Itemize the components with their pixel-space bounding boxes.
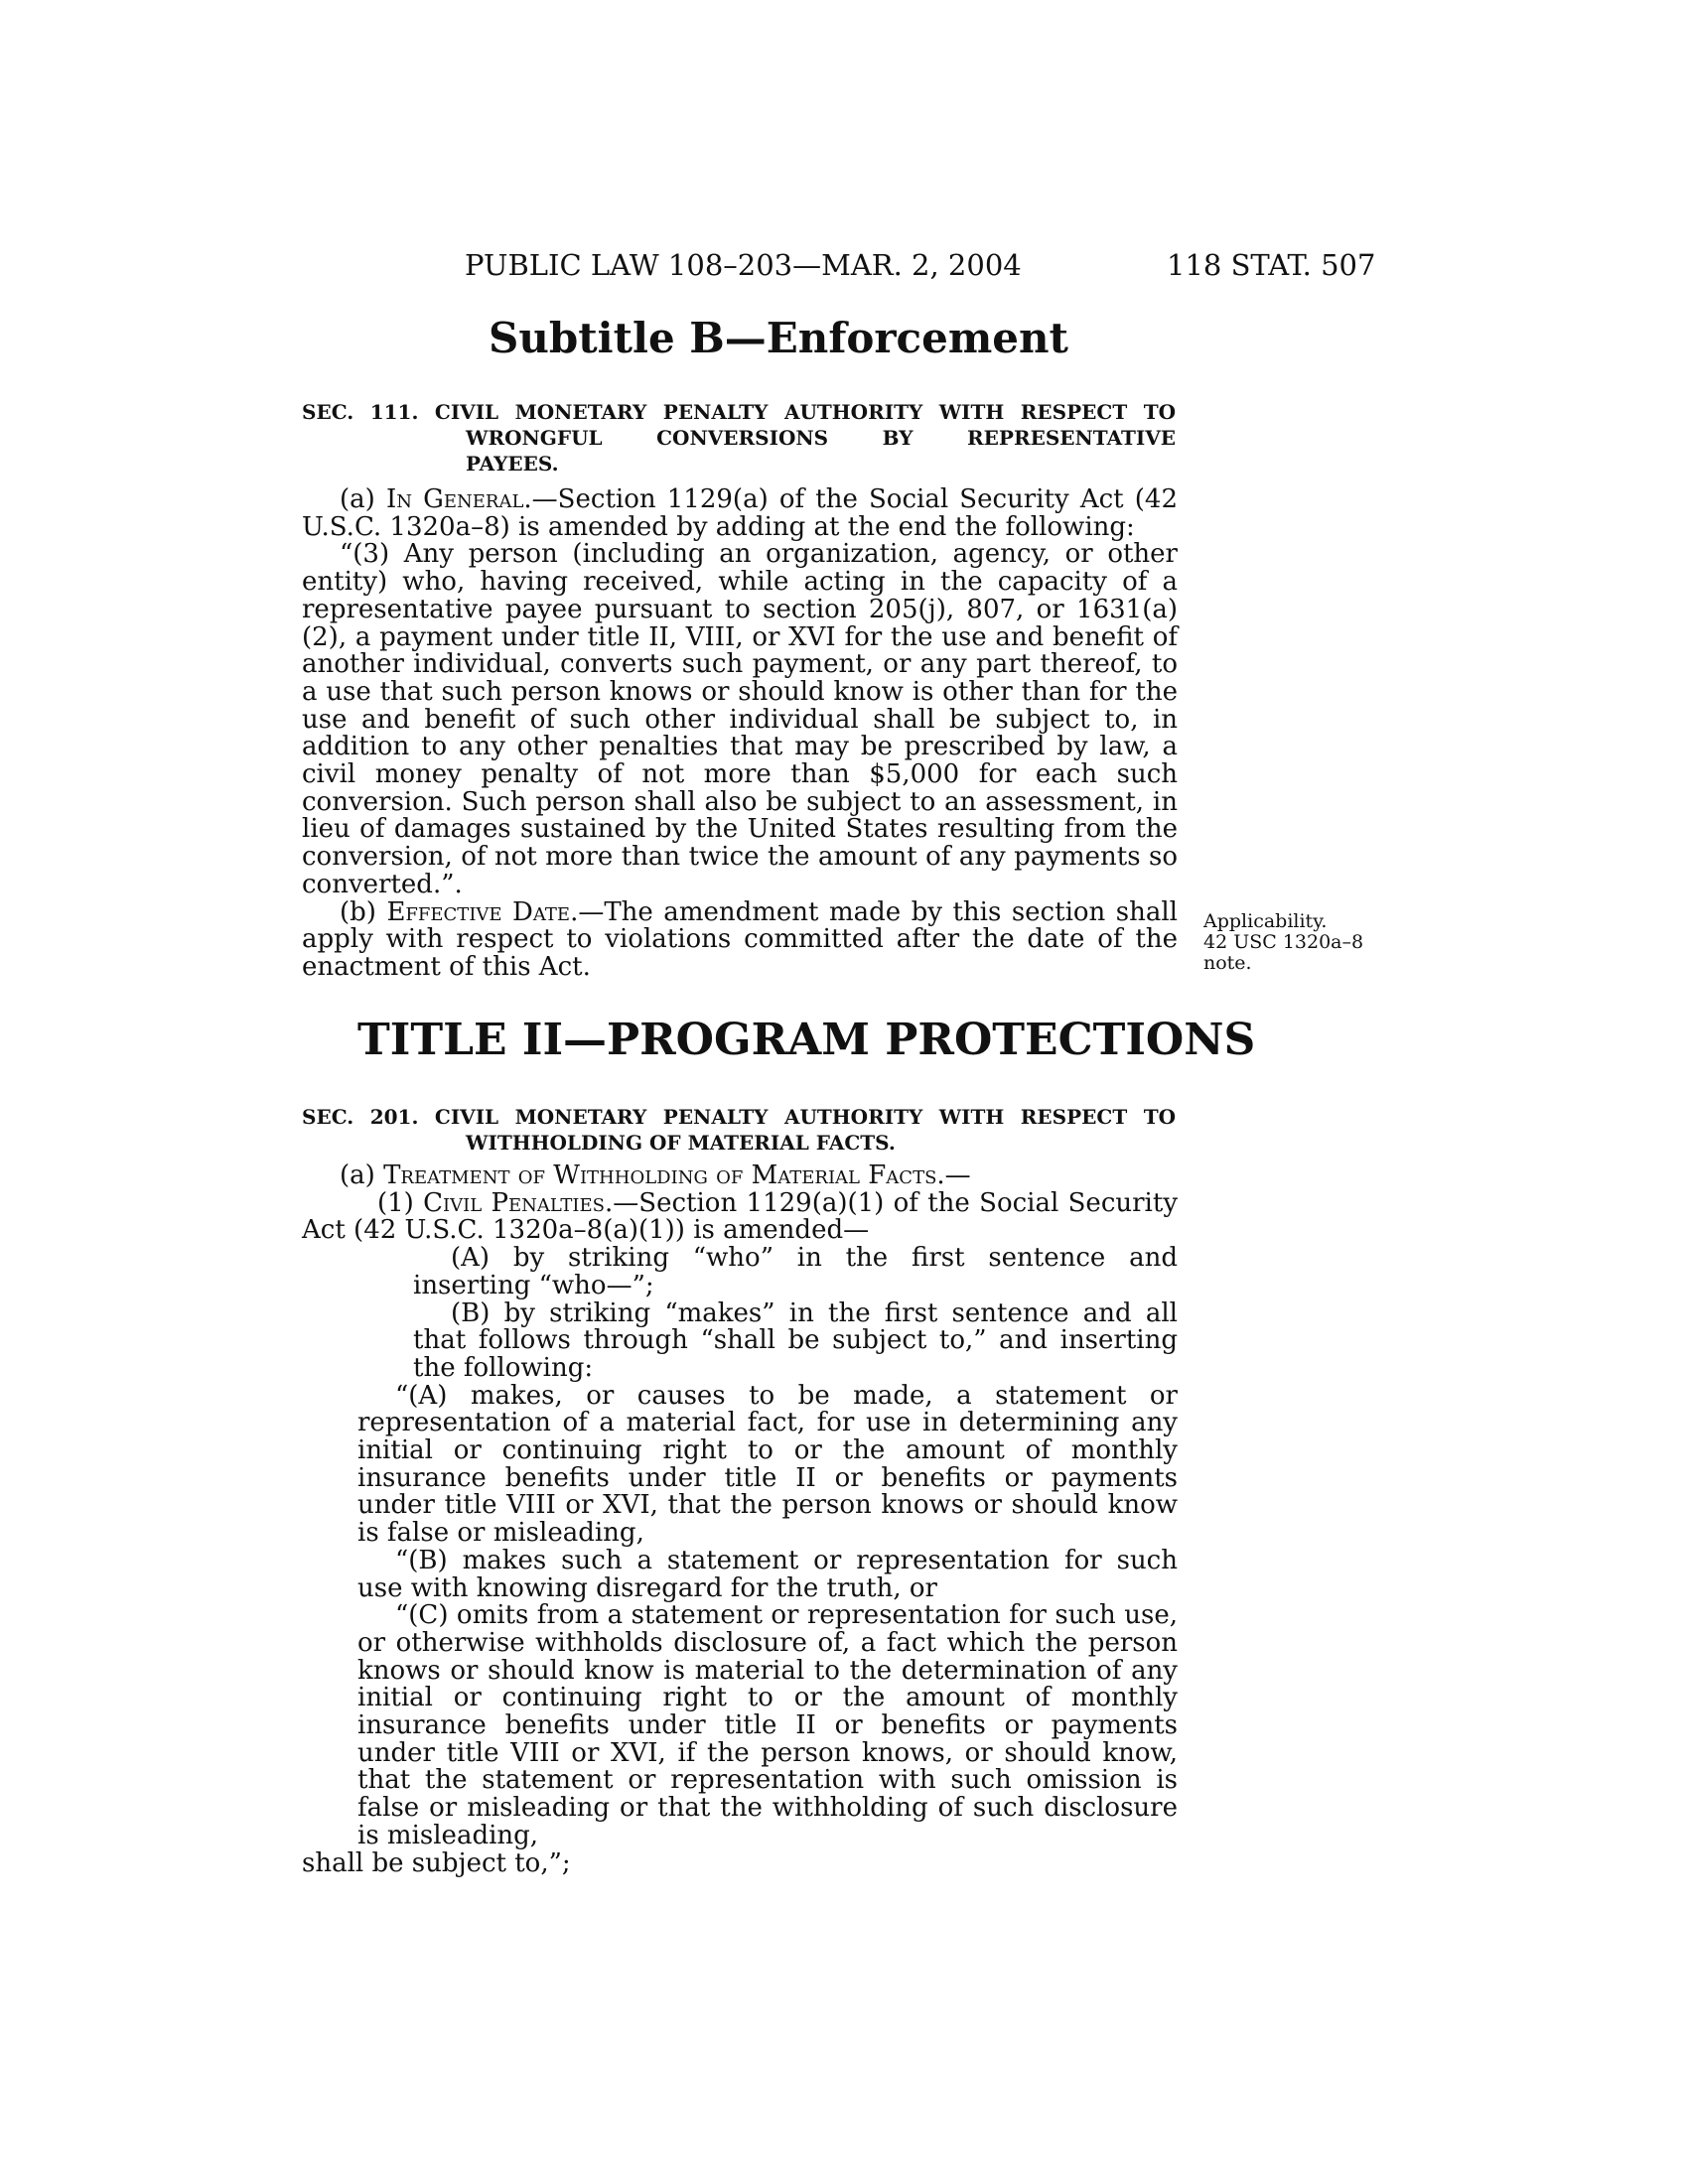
sec-201-a-caption: Treatment of Withholding of Material Facts: [383, 1160, 937, 1190]
sec-201-p1-label: (1): [377, 1187, 424, 1218]
sec-111-a-text: .—Section 1129(a) of the Social Security Act (42 U.S.C. 1320a–8) is amended by adding at the end the following:: [302, 484, 1178, 542]
statute-page-number: 118 STAT. 507: [1167, 248, 1376, 282]
sec-111-heading-line3: PAYEES.: [466, 452, 559, 476]
sec-201-subsection-a: [302, 1162, 1178, 1190]
sec-201-a-label: (a): [340, 1160, 384, 1190]
sec-201-body: [302, 1162, 1178, 1877]
sec-111-a-caption: In General: [385, 484, 524, 514]
title-ii-heading: TITLE II—PROGRAM PROTECTIONS: [357, 1015, 1256, 1065]
sec-201-heading: [302, 1104, 1176, 1156]
sec-201-heading-line1: SEC. 201. CIVIL MONETARY PENALTY AUTHORITY WITH RESPECT TO: [302, 1105, 1176, 1129]
margin-note-note: note.: [1203, 952, 1252, 974]
sec-201-p1-text: .—Section 1129(a)(1) of the Social Security Act (42 U.S.C. 1320a–8(a)(1)) is amended—: [302, 1187, 1179, 1246]
sec-111-b-label: (b): [340, 896, 387, 927]
margin-note-usc-citation: 42 USC 1320a–8: [1203, 931, 1364, 953]
sec-201-p1-caption: Civil Penalties: [423, 1187, 606, 1218]
sec-111-a-label: (a): [340, 484, 386, 514]
margin-note-applicability: Applicability.: [1203, 910, 1328, 932]
sec-201-subparagraph-A: (A) by striking “who” in the first sentence and inserting “who—”;: [413, 1243, 1178, 1300]
sec-201-quoted-A: “(A) makes, or causes to be made, a statement or representation of a material fact, for use in determining any initial or continuing right to or the amount of monthly insurance benefits under title II or benefits or payments under title VIII or XVI, that the person knows or should know is false or misleading,: [357, 1380, 1178, 1549]
running-head: PUBLIC LAW 108–203—MAR. 2, 2004: [465, 248, 1022, 282]
subtitle-heading: Subtitle B—Enforcement: [489, 314, 1068, 362]
sec-111-quoted-paragraph-3: “(3) Any person (including an organization, agency, or other entity) who, having received, while acting in the capacity of a representative payee pursuant to section 205(j), 807, or 1631(a)(2), a payment under title II, VIII, or XVI for the use and benefit of another individual, converts such payment, or any part thereof, to a use that such person knows or should know is other than for the use and benefit of such other individual shall be subject to, in addition to any other penalties that may be prescribed by law, a civil money penalty of not more than $5,000 for each such conversion. Such person shall also be subject to an assessment, in lieu of damages sustained by the United States resulting from the conversion, of not more than twice the amount of any payments so converted.”.: [302, 539, 1178, 899]
sec-111-subsection-a: [302, 486, 1178, 541]
sec-111-heading: [302, 399, 1176, 477]
sec-201-subparagraph-B: (B) by striking “makes” in the first sentence and all that follows through “shall be subject to,” and inserting the following:: [413, 1297, 1178, 1383]
sec-111-subsection-b: [302, 896, 1178, 982]
margin-note: [1203, 911, 1363, 974]
sec-201-tail: shall be subject to,”;: [302, 1847, 571, 1878]
sec-201-paragraph-1: [302, 1187, 1179, 1246]
sec-201-a-dash: .—: [936, 1160, 971, 1190]
sec-111-heading-line1: SEC. 111. CIVIL MONETARY PENALTY AUTHORITY WITH RESPECT TO: [302, 400, 1176, 424]
sec-111-heading-line2: WRONGFUL CONVERSIONS BY REPRESENTATIVE: [466, 426, 1176, 450]
sec-111-b-caption: Effective Date: [386, 896, 571, 927]
sec-201-quoted-B: “(B) makes such a statement or representation for such use with knowing disregard for the truth, or: [357, 1545, 1178, 1603]
sec-111-b-text: .—The amendment made by this section shall apply with respect to violations committed after the date of the enactment of this Act.: [302, 896, 1178, 982]
sec-111-body: [302, 486, 1178, 982]
sec-201-heading-line2: WITHHOLDING OF MATERIAL FACTS.: [466, 1131, 896, 1155]
sec-201-quoted-C: “(C) omits from a statement or representation for such use, or otherwise withholds disclosure of, a fact which the person knows or should know is material to the determination of any initial or continuing right to or the amount of monthly insurance benefits under title II or benefits or payments under title VIII or XVI, if the person knows, or should know, that the statement or representation with such omission is false or misleading or that the withholding of such disclosure is misleading,: [357, 1600, 1178, 1850]
